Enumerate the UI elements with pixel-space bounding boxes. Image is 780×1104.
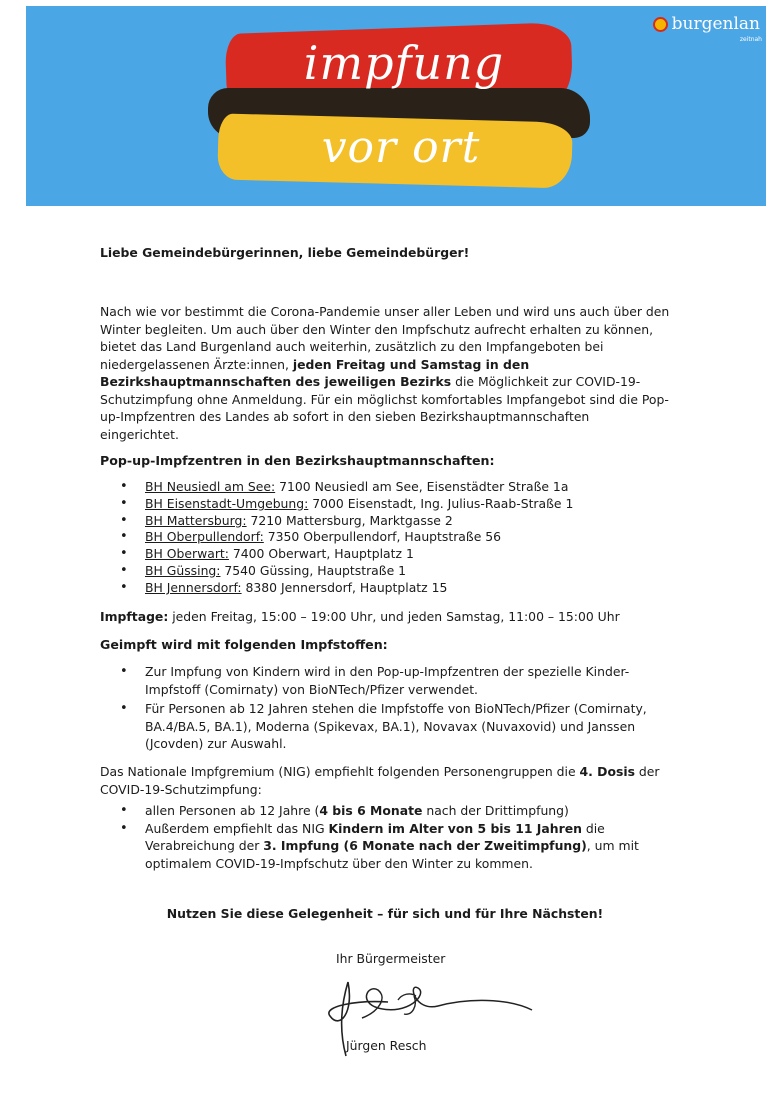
vaccination-days-text: jeden Freitag, 15:00 – 19:00 Uhr, und jeden Samstag, 11:00 – 15:00 Uhr [168,609,620,624]
banner-title-line2: vor ort [321,122,481,173]
center-address: 7540 Güssing, Hauptstraße 1 [220,562,407,578]
intro-bold: jeden Freitag und Samstag in den Bezirkshauptmannschaften des jeweiligen Bezirks [100,356,530,389]
greeting: Liebe Gemeindebürgerinnen, liebe Gemeindebürger! [100,245,470,260]
intro-text-1: Nach wie vor bestimmt die Corona-Pandemie unser aller Leben und wird uns auch über den Winter begleiten. Um auch über den Winter den Impfschutz aufrecht erhalten zu können, bietet das Land Burgenland auch weiterhin, zusätzlich zu den Impfangeboten bei niedergelassenen Ärzte:innen, [100,304,670,372]
center-item [100,545,670,562]
nig-item-text: allen Personen ab 12 Jahre ( [145,803,320,818]
center-item [100,495,670,512]
closing-line: Nutzen Sie diese Gelegenheit – für sich und für Ihre Nächsten! [166,906,604,921]
nig-item-text: nach der Drittimpfung) [422,803,569,818]
nig-item-bold: 4 bis 6 Monate [319,803,423,818]
banner-title-line1: impfung [303,36,505,90]
centers-list [100,478,670,596]
nig-item-bold: Kindern im Alter von 5 bis 11 Jahren [328,820,582,836]
center-name: BH Güssing: [145,562,221,578]
center-name: BH Eisenstadt-Umgebung: [145,495,309,511]
center-name: BH Oberwart: [145,546,229,562]
nig-text-2: der COVID-19-Schutzimpfung: [100,764,660,797]
center-name: BH Jennersdorf: [145,579,242,595]
nig-item-text: , um mit optimalem COVID-19-Impfschutz über den Winter zu kommen. [145,838,639,871]
nig-bold: 4. Dosis [579,764,635,779]
nig-item [100,820,670,873]
vaccination-days-label: Impftage: [100,609,169,624]
vaccines-list [100,663,670,753]
centers-heading: Pop-up-Impfzentren in den Bezirkshauptmannschaften: [100,453,495,468]
intro-paragraph [100,303,670,443]
nig-paragraph [100,763,670,798]
center-address: 7400 Oberwart, Hauptplatz 1 [228,546,414,562]
burgenland-logo [653,14,760,34]
nig-text-1: Das Nationale Impfgremium (NIG) empfiehlt folgenden Personengruppen die [100,764,580,779]
center-address: 7000 Eisenstadt, Ing. Julius-Raab-Straße 1 [308,495,574,511]
logo-subtext: zeitnah [739,36,762,43]
center-item [100,512,670,529]
nig-item-text: die Verabreichung der [145,820,605,853]
center-address: 7210 Mattersburg, Marktgasse 2 [246,512,453,528]
nig-list [100,802,670,872]
nig-item-bold: 3. Impfung (6 Monate nach der Zweitimpfung) [263,838,587,853]
signature-title: Ihr Bürgermeister [336,951,446,966]
vaccine-item: • Zur Impfung von Kindern wird in den Pop-up-Impfzentren der spezielle Kinder-Impfstoff (Comirnaty) von BioNTech/Pfizer verwendet. [100,663,670,698]
logo-text: burgenlan [671,14,760,34]
center-name: BH Neusiedl am See: [145,479,276,494]
header-banner [26,6,766,206]
intro-text-2: die Möglichkeit zur COVID-19-Schutzimpfung ohne Anmeldung. Für ein möglichst komfortables Impfangebot sind die Pop-up-Impfzentren des Landes ab sofort in den sieben Bezirkshauptmannschaften eingerichtet. [100,374,669,442]
center-address: 7350 Oberpullendorf, Hauptstraße 56 [263,529,502,545]
center-address: 7100 Neusiedl am See, Eisenstädter Straße 1a [275,479,569,494]
center-item [100,478,670,495]
center-address: 8380 Jennersdorf, Hauptplatz 15 [241,579,448,595]
center-name: BH Mattersburg: [145,512,247,528]
nig-item-text: Außerdem empfiehlt das NIG [145,820,329,836]
signature-name: Jürgen Resch [346,1038,427,1053]
vaccination-days [100,608,670,626]
vaccines-heading: Geimpft wird mit folgenden Impfstoffen: [100,637,388,652]
center-item [100,579,670,596]
center-item [100,528,670,545]
center-item [100,562,670,579]
center-name: BH Oberpullendorf: [145,529,264,545]
nig-item [100,802,670,820]
vaccine-item: • Für Personen ab 12 Jahren stehen die Impfstoffe von BioNTech/Pfizer (Comirnaty, BA.4/BA.5, BA.1), Moderna (Spikevax, BA.1), Novavax (Nuvaxovid) und Janssen (Jcovden) zur Auswahl. [100,700,670,753]
burgenland-logo-icon [653,17,668,32]
